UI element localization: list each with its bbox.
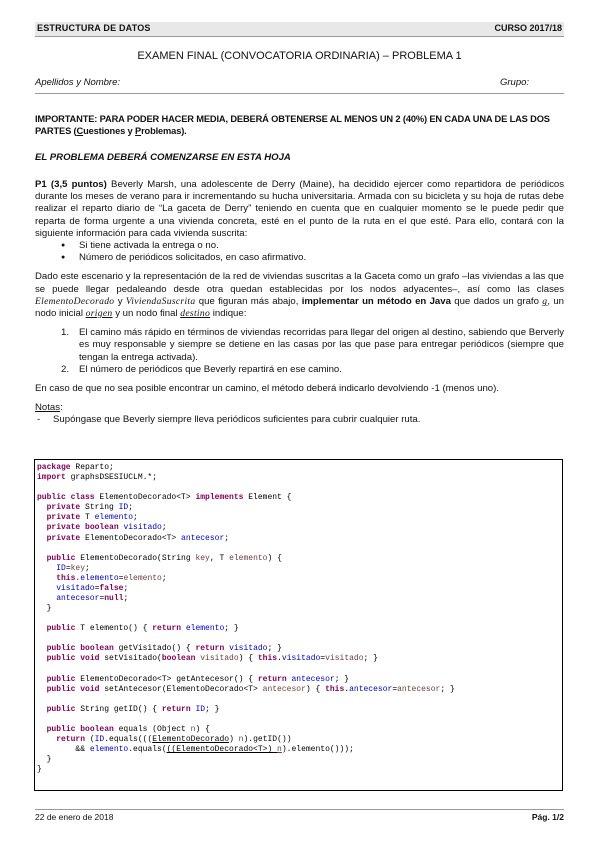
code-token: ID <box>94 735 105 745</box>
scenario-text: y <box>114 295 126 307</box>
task-text: El número de periódicos que Beverly repartirá en ese camino. <box>79 363 342 375</box>
code-token: key <box>195 553 210 563</box>
list-item: ● Número de periódicos solicitados, en caso afirmativo. <box>79 252 564 264</box>
student-info-line <box>35 77 564 94</box>
code-token: T elemento() { <box>75 624 153 634</box>
list-item <box>61 363 564 376</box>
page-number: Pág. 1/2 <box>531 812 564 822</box>
code-token: } <box>37 765 42 775</box>
code-token: return <box>257 674 287 684</box>
code-token: ) { <box>267 553 282 563</box>
code-token: ) <box>229 735 239 745</box>
task-emphasis: implementar un método en Java <box>301 295 451 307</box>
code-token: ; <box>128 503 134 513</box>
code-token: Element { <box>243 493 292 503</box>
code-token: public <box>46 624 76 634</box>
code-token: visitado <box>224 644 268 654</box>
code-token: graphsDSESIUCLM.*; <box>65 473 158 483</box>
code-token: ElementoDecorado<T> <box>80 533 182 543</box>
code-token: elemento <box>80 573 119 583</box>
param-destino: destino <box>180 308 211 320</box>
task-number: 1. <box>61 327 70 339</box>
code-token: public <box>46 553 76 563</box>
code-token: = <box>99 594 105 604</box>
code-token: package <box>37 463 71 472</box>
code-token: String <box>80 503 119 513</box>
code-token: ; <box>161 523 167 533</box>
class-name: ViviendaSuscrita <box>125 295 196 307</box>
code-token: ) { <box>238 654 258 664</box>
important-line-2a: PARTES ( <box>35 126 77 137</box>
scenario-text: Dado este escenario y la representación de la red de viviendas suscritas a la Gaceta como un grafo –las viviendas a las que se puede llegar pedaleando desde otra quedan establecidas por los nodos adyacentes–, así como las clases <box>35 271 564 295</box>
code-token: private <box>46 533 81 543</box>
academic-year: CURSO 2017/18 <box>494 23 562 33</box>
code-token: private <box>46 503 81 513</box>
notes-list <box>35 414 564 426</box>
code-token: this <box>56 573 76 583</box>
important-line-1: IMPORTANTE: PARA PODER HACER MEDIA, DEBERÁ OBTENERSE AL MENOS UN 2 (40%) EN CADA UNA DE LAS DOS <box>35 114 550 124</box>
code-token: = <box>320 654 326 664</box>
important-line-2d: roblemas). <box>141 126 187 137</box>
important-p: P <box>135 126 142 137</box>
code-token: ElementoDecorado<T> getAntecesor() { <box>75 674 258 684</box>
code-token: return <box>195 644 225 654</box>
code-token: ; <box>133 513 138 523</box>
scenario-text: que figuran más abajo, <box>195 295 302 307</box>
code-token: public boolean <box>46 644 114 654</box>
task-list <box>35 327 564 376</box>
code-token: = <box>65 563 71 573</box>
code-token: false <box>99 583 124 593</box>
code-token: Reparto; <box>70 463 114 472</box>
code-token: String getID() { <box>75 704 162 714</box>
code-token: visitado <box>325 654 364 664</box>
code-token: n <box>190 725 196 735</box>
code-token: . <box>344 684 350 694</box>
code-token: return <box>56 735 86 745</box>
important-notice <box>35 113 564 137</box>
problem-statement <box>35 179 564 427</box>
code-token: this <box>257 654 278 664</box>
code-token: public class <box>37 493 95 503</box>
scenario-paragraph <box>35 271 564 320</box>
code-token: ElementoDecorado <box>152 735 230 745</box>
exam-date: 22 de enero de 2018 <box>35 812 114 822</box>
code-token: elemento <box>229 553 268 563</box>
code-token: n <box>238 735 244 745</box>
code-token: ElementoDecorado(String <box>75 553 196 563</box>
code-token: antecesor <box>262 684 306 694</box>
code-token: ; <box>123 594 129 604</box>
code-token: private <box>46 513 81 523</box>
class-name: ElementoDecorado <box>35 295 115 307</box>
code-token: ElementoDecorado<T> <box>94 493 196 503</box>
code-token: . <box>277 654 282 664</box>
code-token: null <box>104 594 124 604</box>
code-token: public void <box>46 654 100 664</box>
code-token: ).getID()) <box>243 735 292 745</box>
code-token: .equals( <box>128 745 167 755</box>
code-token: import <box>37 473 66 483</box>
scenario-text: que dados un grafo <box>450 295 543 307</box>
start-note: EL PROBLEMA DEBERÁ COMENZARSE EN ESTA HOJA <box>35 152 291 163</box>
code-token: return <box>161 704 191 714</box>
code-token: implements <box>195 493 244 503</box>
list-item <box>61 327 564 364</box>
name-label: Apellidos y Nombre: <box>35 77 121 88</box>
code-token: ; } <box>267 644 282 654</box>
scenario-text: y un nodo final <box>112 308 181 320</box>
scenario-text: indique: <box>210 308 247 320</box>
code-token: ; } <box>334 674 350 684</box>
code-token: getVisitado() { <box>113 644 196 654</box>
code-token: ) { <box>195 725 210 735</box>
param-g: g <box>542 295 548 307</box>
code-token: . <box>75 573 81 583</box>
page-header <box>35 22 564 37</box>
problem-intro: Beverly Marsh, una adolescente de Derry (Maine), ha decidido ejercer como repartidora de periódicos durante los meses de verano para ir incrementando su hucha universitaria. Armada con su bicicleta y su hoja de rutas debe realizar el reparto diario de “La gaceta de Derry” teniendo en cuenta que en cualquier momento se le puede pedir que reparta de forma urgente a una vivienda concreta, esté en el punto de la ruta en el que esté. Para ello, contará con la siguiente información para cada vivienda suscrita: <box>35 179 565 239</box>
exam-title: EXAMEN FINAL (CONVOCATORIA ORDINARIA) – PROBLEMA 1 <box>137 50 462 62</box>
code-token: ((ElementoDecorado<T>) <box>166 745 278 755</box>
code-token: , T <box>209 553 230 563</box>
code-token: ; <box>161 573 167 583</box>
info-list <box>35 240 564 264</box>
code-token: T <box>80 513 95 523</box>
notes-title: Notas <box>35 402 61 414</box>
code-token: public void <box>46 684 100 694</box>
group-label: Grupo: <box>500 77 530 88</box>
code-token: visitado <box>281 654 321 664</box>
code-listing <box>34 459 563 791</box>
code-token: antecesor <box>286 674 335 684</box>
code-token: boolean <box>161 654 196 664</box>
notes-colon: : <box>60 402 63 414</box>
java-code <box>37 463 455 775</box>
code-token: public boolean <box>46 725 114 735</box>
code-token: ; } <box>224 624 239 634</box>
code-token: this <box>325 684 345 694</box>
code-token: visitado <box>195 654 239 664</box>
important-c: C <box>76 126 84 137</box>
code-token: = <box>118 573 124 583</box>
code-token: ).elemento())); <box>281 745 354 755</box>
code-token: = <box>392 684 398 694</box>
code-token: ) { <box>305 684 326 694</box>
important-line-2b: uestiones y <box>83 126 136 137</box>
code-token: n <box>277 745 282 755</box>
no-path-rule: En caso de que no sea posible encontrar un camino, el método deberá indicarlo devolviendo -1 (menos uno). <box>35 383 499 395</box>
code-token: visitado <box>123 523 162 533</box>
code-token: elemento <box>123 573 162 583</box>
code-token: ; } <box>205 704 220 714</box>
code-token: antecesor <box>56 594 100 604</box>
code-token: equals (Object <box>113 725 191 735</box>
code-token: } <box>46 755 52 765</box>
list-item: - Supóngase que Beverly siempre lleva periódicos suficientes para cubrir cualquier ruta. <box>53 414 564 426</box>
code-token: && <box>75 745 90 755</box>
code-token: ; <box>224 533 230 543</box>
page-footer <box>35 809 564 822</box>
code-token: elemento <box>181 624 225 634</box>
code-token: ID <box>56 563 66 573</box>
code-token: elemento <box>94 513 134 523</box>
param-origen: origen <box>85 308 113 320</box>
code-token: ; <box>123 583 129 593</box>
code-token: antecesor <box>181 533 225 543</box>
code-token: .equals((( <box>104 735 153 745</box>
code-token: setAntecesor(ElementoDecorado<T> <box>99 684 263 694</box>
code-token: private boolean <box>46 523 119 533</box>
task-text: El camino más rápido en términos de viviendas recorridas para llegar del origen al destino, sabiendo que Berverly es muy responsable y siempre se detiene en las casas por las que pase para entregar periódicos (siempre que tengan la entrega activada). <box>79 327 564 363</box>
code-token: ; } <box>363 654 378 664</box>
code-token: ; <box>85 563 90 573</box>
code-token: } <box>46 604 52 614</box>
scenario-text: , un nodo inicial <box>35 295 565 320</box>
code-token: antecesor <box>349 684 393 694</box>
code-token: public <box>46 704 76 714</box>
code-token: key <box>70 563 86 573</box>
code-token: antecesor <box>397 684 441 694</box>
notes-heading <box>35 402 564 414</box>
code-token: public <box>46 674 76 684</box>
task-number: 2. <box>61 363 70 375</box>
code-token: = <box>94 583 100 593</box>
code-token: ( <box>85 735 95 745</box>
code-token: ID <box>118 503 129 513</box>
code-token: ; } <box>440 684 455 694</box>
problem-label: P1 (3,5 puntos) <box>35 179 107 190</box>
code-token: elemento <box>89 745 129 755</box>
code-token: return <box>152 624 182 634</box>
code-token: ID <box>190 704 206 714</box>
list-item: ● Si tiene activada la entrega o no. <box>79 240 564 252</box>
code-token: setVisitado( <box>99 654 162 664</box>
course-name: ESTRUCTURA DE DATOS <box>37 23 151 33</box>
code-token: visitado <box>56 583 95 593</box>
